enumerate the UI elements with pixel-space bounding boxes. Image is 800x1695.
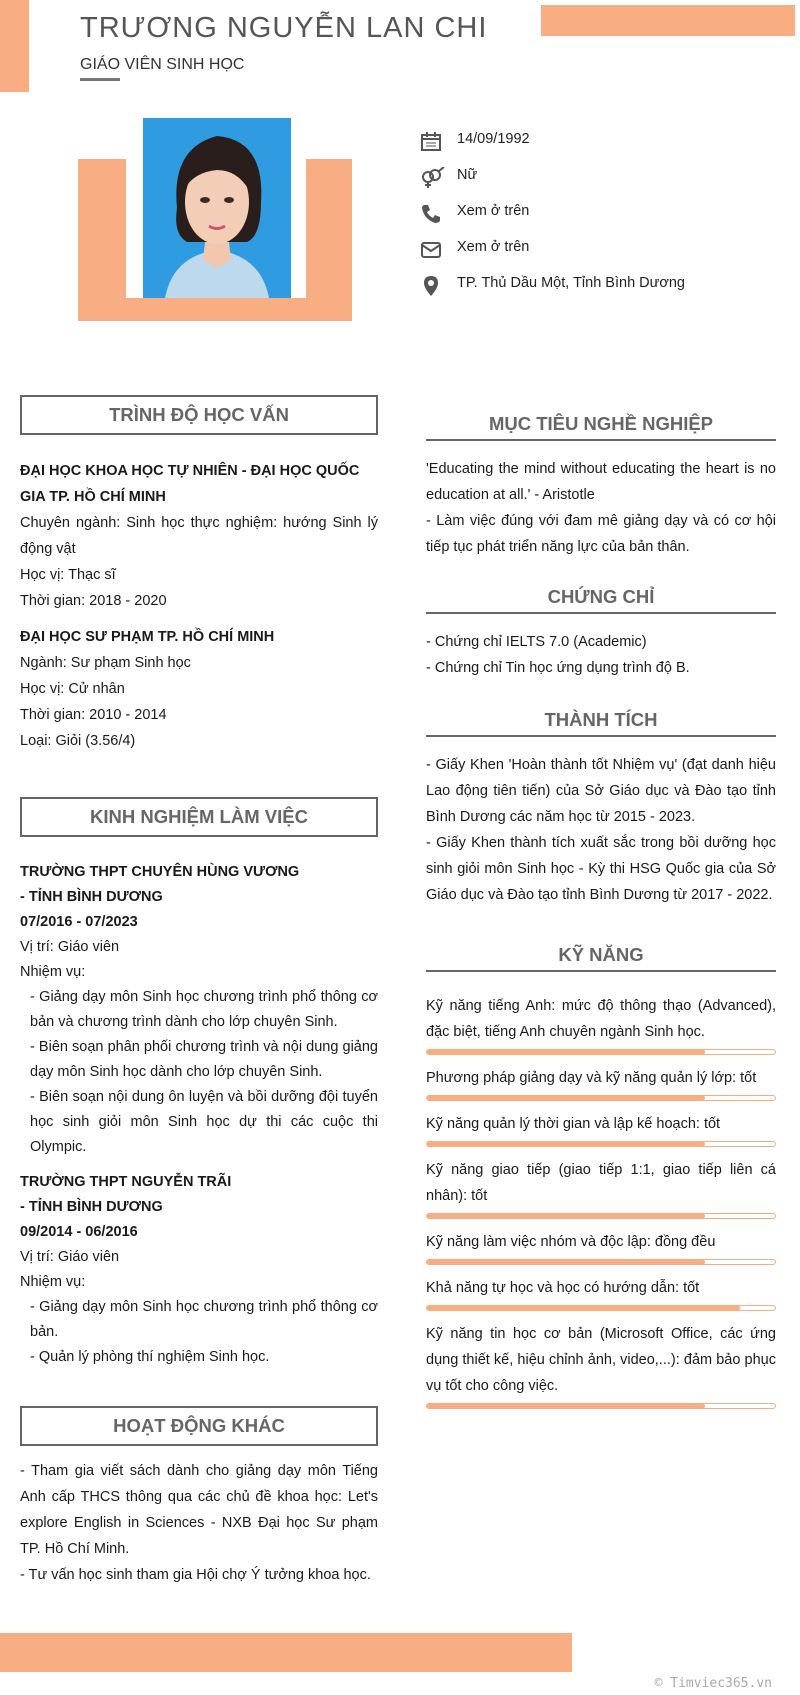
activity-item: - Tư vấn học sinh tham gia Hội chợ Ý tưởng khoa học. <box>20 1567 371 1583</box>
contact-email-text: Xem ở trên <box>457 239 530 255</box>
school-detail: Ngành: Sư phạm Sinh học <box>20 655 191 671</box>
skill-bar-fill <box>427 1142 705 1146</box>
job-duty: - Biên soạn phân phối chương trình và nội dung giảng dạy môn Sinh học dành cho lớp chuyên Sinh. <box>30 1039 378 1080</box>
achievement-item: - Giấy Khen thành tích xuất sắc trong bồi dưỡng học sinh giỏi môn Sinh học - Kỳ thi HSG Quốc gia của Sở Giáo dục và Đào tạo tỉnh Bình Dương từ 2017 - 2022. <box>426 835 776 903</box>
avatar <box>143 118 291 298</box>
watermark: © Timviec365.vn <box>654 1676 772 1691</box>
skill-bar <box>426 1305 776 1311</box>
job-duty: - Giảng dạy môn Sinh học chương trình phổ thông cơ bản. <box>30 1299 378 1340</box>
accent-block-footer <box>0 1633 572 1672</box>
job-period: 09/2014 - 06/2016 <box>20 1224 138 1240</box>
contact-gender-text: Nữ <box>457 167 478 183</box>
school-detail: Chuyên ngành: Sinh học thực nghiệm: hướng Sinh lý động vật <box>20 515 378 557</box>
school-detail: Thời gian: 2018 - 2020 <box>20 593 167 609</box>
company-name: TRƯỜNG THPT NGUYỄN TRÃI <box>20 1174 232 1190</box>
experience-heading: KINH NGHIỆM LÀM VIỆC <box>20 797 378 837</box>
certificate-item: - Chứng chỉ IELTS 7.0 (Academic) <box>426 634 647 650</box>
title-underline <box>80 78 120 81</box>
job-position: Vị trí: Giáo viên <box>20 1249 120 1265</box>
skill-label: Khả năng tự học và học có hướng dẫn: tốt <box>426 1280 700 1296</box>
experience-section <box>20 860 378 1370</box>
contact-email <box>420 230 750 266</box>
accent-block-top-left <box>0 0 29 92</box>
skill-bar-fill <box>427 1404 705 1408</box>
location-icon <box>420 275 442 297</box>
contact-phone-text: Xem ở trên <box>457 203 530 219</box>
job-duty: - Quản lý phòng thí nghiệm Sinh học. <box>30 1349 270 1365</box>
skill-label: Kỹ năng làm việc nhóm và độc lập: đồng đều <box>426 1234 716 1250</box>
skill-bar-fill <box>427 1306 740 1310</box>
company-location: - TỈNH BÌNH DƯƠNG <box>20 1199 163 1215</box>
skill-bar <box>426 1049 776 1055</box>
phone-icon <box>420 203 442 225</box>
gender-icon <box>420 167 442 189</box>
school-detail: Loại: Giỏi (3.56/4) <box>20 733 136 749</box>
job-duty: - Giảng dạy môn Sinh học chương trình phổ thông cơ bản và chương trình dành cho lớp chuyên Sinh. <box>30 989 378 1030</box>
achievements-section <box>426 752 776 908</box>
skill-label: Kỹ năng giao tiếp (giao tiếp 1:1, giao tiếp liên cá nhân): tốt <box>426 1162 776 1204</box>
candidate-name: TRƯƠNG NGUYỄN LAN CHI <box>80 12 488 44</box>
company-name: TRƯỜNG THPT CHUYÊN HÙNG VƯƠNG <box>20 864 300 880</box>
skills-heading: KỸ NĂNG <box>426 944 776 972</box>
education-section <box>20 458 378 754</box>
school-name: ĐẠI HỌC KHOA HỌC TỰ NHIÊN - ĐẠI HỌC QUỐC GIA TP. HỒ CHÍ MINH <box>20 463 360 505</box>
skill-bar-fill <box>427 1260 705 1264</box>
school-name: ĐẠI HỌC SƯ PHẠM TP. HỒ CHÍ MINH <box>20 629 275 645</box>
job-duties-label: Nhiệm vụ: <box>20 964 86 980</box>
activities-section <box>20 1458 378 1588</box>
contact-birthday-text: 14/09/1992 <box>457 131 530 147</box>
skill-bar <box>426 1095 776 1101</box>
skill-bar <box>426 1403 776 1409</box>
achievement-item: - Giấy Khen 'Hoàn thành tốt Nhiệm vụ' (đạt danh hiệu Lao động tiên tiến) của Sở Giáo dục và Đào tạo tỉnh Bình Dương các năm học từ 2015 - 2023. <box>426 757 776 825</box>
school-detail: Học vị: Thạc sĩ <box>20 567 116 583</box>
education-heading: TRÌNH ĐỘ HỌC VẤN <box>20 395 378 435</box>
skill-bar-fill <box>427 1214 705 1218</box>
skill-bar <box>426 1213 776 1219</box>
job-position: Vị trí: Giáo viên <box>20 939 120 955</box>
objective-heading: MỤC TIÊU NGHỀ NGHIỆP <box>426 413 776 441</box>
objective-section <box>426 456 776 560</box>
skill-bar <box>426 1141 776 1147</box>
contact-address <box>420 266 750 302</box>
contact-phone <box>420 194 750 230</box>
contact-address-text: TP. Thủ Dầu Một, Tỉnh Bình Dương <box>457 275 685 291</box>
skill-label: Kỹ năng quản lý thời gian và lập kế hoạch: tốt <box>426 1116 721 1132</box>
skill-bar-fill <box>427 1050 705 1054</box>
skill-bar <box>426 1259 776 1265</box>
job-title: GIÁO VIÊN SINH HỌC <box>80 56 245 73</box>
skill-label: Kỹ năng tin học cơ bản (Microsoft Office, các ứng dụng thiết kế, hiệu chỉnh ảnh, video,...): đảm bảo phục vụ tốt cho công việc. <box>426 1326 776 1394</box>
job-duty: - Biên soạn nội dung ôn luyện và bồi dưỡng đội tuyển học sinh giỏi môn Sinh học dự thi các cuộc thi Olympic. <box>30 1089 378 1155</box>
calendar-icon <box>420 131 442 153</box>
company-location: - TỈNH BÌNH DƯƠNG <box>20 889 163 905</box>
skill-bar-fill <box>427 1096 705 1100</box>
certificates-section <box>426 629 776 681</box>
school-detail: Thời gian: 2010 - 2014 <box>20 707 167 723</box>
skills-section <box>426 993 776 1419</box>
accent-block-top-right <box>541 5 795 36</box>
skill-label: Phương pháp giảng dạy và kỹ năng quản lý lớp: tốt <box>426 1070 757 1086</box>
objective-quote: 'Educating the mind without educating the heart is no education at all.' - Aristotle <box>426 461 776 503</box>
contact-birthday <box>420 122 750 158</box>
email-icon <box>420 239 442 261</box>
skill-label: Kỹ năng tiếng Anh: mức độ thông thạo (Advanced), đặc biệt, tiếng Anh chuyên ngành Sinh học. <box>426 998 776 1040</box>
certificate-item: - Chứng chỉ Tin học ứng dụng trình độ B. <box>426 660 690 676</box>
certificates-heading: CHỨNG CHỈ <box>426 586 776 614</box>
activity-item: - Tham gia viết sách dành cho giảng dạy môn Tiếng Anh cấp THCS thông qua các chủ đề khoa học: Let's explore English in Sciences - NXB Đại học Sư phạm TP. Hồ Chí Minh. <box>20 1463 378 1557</box>
contact-gender <box>420 158 750 194</box>
job-period: 07/2016 - 07/2023 <box>20 914 138 930</box>
school-detail: Học vị: Cử nhân <box>20 681 125 697</box>
job-duties-label: Nhiệm vụ: <box>20 1274 86 1290</box>
objective-goal: - Làm việc đúng với đam mê giảng dạy và có cơ hội tiếp tục phát triển năng lực của bản thân. <box>426 513 776 555</box>
activities-heading: HOẠT ĐỘNG KHÁC <box>20 1406 378 1446</box>
achievements-heading: THÀNH TÍCH <box>426 709 776 737</box>
